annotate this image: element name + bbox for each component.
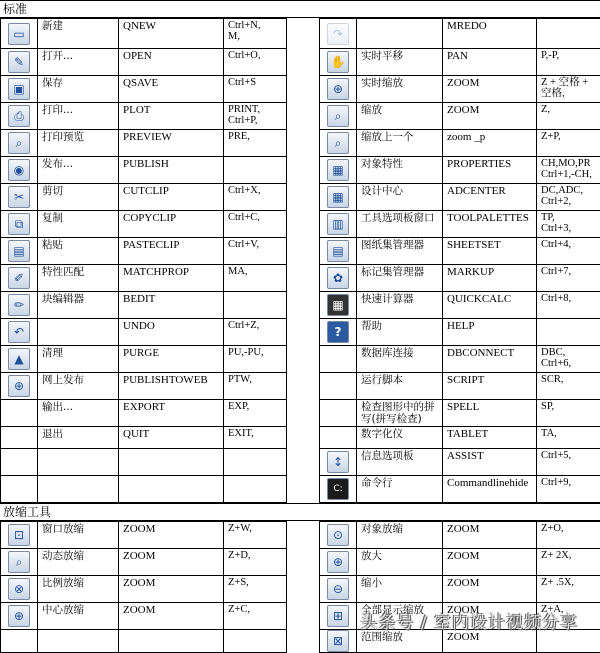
shortcut-key [537, 630, 600, 653]
column-gap [287, 76, 320, 103]
command-name: 缩放上一个 [357, 130, 443, 157]
command-name: 退出 [38, 427, 119, 449]
column-gap [287, 576, 320, 603]
command-keyword: PURGE [119, 346, 224, 373]
shortcut-key: Z+W, [224, 522, 287, 549]
column-gap [287, 449, 320, 476]
standard-table [0, 18, 600, 503]
table-row [1, 576, 600, 603]
table-row [1, 549, 600, 576]
command-name: 打印... [38, 103, 119, 130]
command-name: 发布... [38, 157, 119, 184]
shortcut-key: Z+O, [537, 522, 600, 549]
command-keyword: TABLET [443, 427, 537, 449]
table-row [1, 449, 600, 476]
shortcut-key: Z+ .5X, [537, 576, 600, 603]
command-keyword [119, 449, 224, 476]
zoom-realtime-icon[interactable]: ⊕ [327, 78, 349, 100]
command-name: 检查图形中的拼 写(拼写检查) [357, 400, 443, 427]
shortcut-key: SCR, [537, 373, 600, 400]
command-name [38, 630, 119, 653]
command-keyword: ZOOM [443, 549, 537, 576]
command-keyword: ZOOM [119, 576, 224, 603]
command-name: 打印预览 [38, 130, 119, 157]
command-name: 打开... [38, 49, 119, 76]
command-name: 窗口放缩 [38, 522, 119, 549]
column-gap [287, 373, 320, 400]
shortcut-key: PRE, [224, 130, 287, 157]
save-disk-icon[interactable]: ▣ [8, 78, 30, 100]
shortcut-key [224, 292, 287, 319]
table-row [1, 157, 600, 184]
command-keyword: DBCONNECT [443, 346, 537, 373]
command-name: 命令行 [357, 476, 443, 503]
command-keyword: ZOOM [443, 630, 537, 653]
zoom-previous-icon[interactable]: ⌕ [327, 132, 349, 154]
command-keyword: CUTCLIP [119, 184, 224, 211]
zoom-all-icon[interactable]: ⊞ [327, 605, 349, 627]
shortcut-key [224, 157, 287, 184]
command-keyword: SHEETSET [443, 238, 537, 265]
watermark-text: 头条号 / 室内设计视频分享 [360, 608, 578, 633]
command-name: 网上发布 [38, 373, 119, 400]
table-row [1, 522, 600, 549]
command-keyword: COPYCLIP [119, 211, 224, 238]
command-keyword: PREVIEW [119, 130, 224, 157]
purge-broom-icon[interactable]: ▲ [8, 348, 30, 370]
column-gap [287, 103, 320, 130]
table-row [1, 630, 600, 653]
column-gap [287, 157, 320, 184]
shortcut-key: Ctrl+Z, [224, 319, 287, 346]
printer-icon[interactable]: ⎙ [8, 105, 30, 127]
shortcut-key: CH,MO,PR Ctrl+1,-CH, [537, 157, 600, 184]
table-row [1, 238, 600, 265]
shortcut-key: Z+D, [224, 549, 287, 576]
column-gap [287, 319, 320, 346]
command-name: 设计中心 [357, 184, 443, 211]
shortcut-key: Ctrl+8, [537, 292, 600, 319]
column-gap [287, 130, 320, 157]
command-keyword: OPEN [119, 49, 224, 76]
sheet-set-icon[interactable]: ▤ [327, 240, 349, 262]
command-name [38, 476, 119, 503]
shortcut-key: Z+P, [537, 130, 600, 157]
command-keyword: QNEW [119, 19, 224, 49]
command-keyword: ZOOM [443, 603, 537, 630]
command-name: 数字化仪 [357, 427, 443, 449]
properties-icon[interactable]: ▦ [327, 159, 349, 181]
command-name: 帮助 [357, 319, 443, 346]
column-gap [287, 603, 320, 630]
shortcut-key: Z+A, [537, 603, 600, 630]
column-gap [287, 238, 320, 265]
command-keyword: PASTECLIP [119, 238, 224, 265]
tool-palettes-icon[interactable]: ▥ [327, 213, 349, 235]
command-name: 动态放缩 [38, 549, 119, 576]
command-line-icon[interactable]: C: [327, 478, 349, 500]
shortcut-key: SP, [537, 400, 600, 427]
zoom-icon[interactable]: ⌕ [327, 105, 349, 127]
command-name: 运行脚本 [357, 373, 443, 400]
table-row [1, 319, 600, 346]
command-name: 特性匹配 [38, 265, 119, 292]
zoom-dynamic-icon[interactable]: ⌕ [8, 551, 30, 573]
command-name: 数据库连接 [357, 346, 443, 373]
command-name: 块编辑器 [38, 292, 119, 319]
shortcut-key: DBC, Ctrl+6, [537, 346, 600, 373]
paste-icon[interactable]: ▤ [8, 240, 30, 262]
calculator-icon[interactable]: ▦ [327, 294, 349, 316]
command-name: 工具选项板窗口 [357, 211, 443, 238]
zoom-scale-icon[interactable]: ⊗ [8, 578, 30, 600]
column-gap [287, 211, 320, 238]
command-name: 图纸集管理器 [357, 238, 443, 265]
command-name [38, 319, 119, 346]
shortcut-key: Z+S, [224, 576, 287, 603]
shortcut-key: Z+C, [224, 603, 287, 630]
shortcut-key: PTW, [224, 373, 287, 400]
shortcut-key [224, 630, 287, 653]
block-editor-icon[interactable]: ✏ [8, 294, 30, 316]
command-keyword: PROPERTIES [443, 157, 537, 184]
command-keyword: QSAVE [119, 76, 224, 103]
command-keyword: PUBLISH [119, 157, 224, 184]
command-name: 缩放 [357, 103, 443, 130]
redo-icon[interactable]: ↷ [327, 23, 349, 45]
command-keyword: ASSIST [443, 449, 537, 476]
command-name: 快速计算器 [357, 292, 443, 319]
shortcut-key: Ctrl+4, [537, 238, 600, 265]
command-keyword: HELP [443, 319, 537, 346]
command-name: 实时平移 [357, 49, 443, 76]
table-row [1, 76, 600, 103]
shortcut-key: Z + 空格 + 空格, [537, 76, 600, 103]
zoom-tools-table [0, 521, 600, 653]
zoom-object-icon[interactable]: ⊙ [327, 524, 349, 546]
command-keyword: MARKUP [443, 265, 537, 292]
new-file-icon[interactable]: ▭ [8, 23, 30, 45]
command-name: 信息选项板 [357, 449, 443, 476]
shortcut-key: Ctrl+7, [537, 265, 600, 292]
command-keyword: EXPORT [119, 400, 224, 427]
shortcut-key [224, 449, 287, 476]
table-row [1, 603, 600, 630]
copy-icon[interactable]: ⧉ [8, 213, 30, 235]
zoom-center-icon[interactable]: ⊕ [8, 605, 30, 627]
table-row [1, 265, 600, 292]
column-gap [287, 292, 320, 319]
shortcut-key: Ctrl+5, [537, 449, 600, 476]
command-name: 实时缩放 [357, 76, 443, 103]
table-row [1, 427, 600, 449]
table-row [1, 346, 600, 373]
table-row [1, 19, 600, 49]
command-keyword: PLOT [119, 103, 224, 130]
section-title-zoom-tools: 放缩工具 [0, 503, 600, 521]
command-keyword: MATCHPROP [119, 265, 224, 292]
info-palette-icon[interactable]: ↕ [327, 451, 349, 473]
column-gap [287, 49, 320, 76]
command-keyword: SPELL [443, 400, 537, 427]
shortcut-key: Ctrl+X, [224, 184, 287, 211]
pan-hand-icon[interactable]: ✋ [327, 51, 349, 73]
shortcut-key [224, 476, 287, 503]
command-keyword: MREDO [443, 19, 537, 49]
command-name: 标记集管理器 [357, 265, 443, 292]
shortcut-key: EXP, [224, 400, 287, 427]
table-row [1, 130, 600, 157]
markup-icon[interactable]: ✿ [327, 267, 349, 289]
help-icon[interactable]: ? [327, 321, 349, 343]
print-preview-icon[interactable]: ⌕ [8, 132, 30, 154]
zoom-out-icon[interactable]: ⊖ [327, 578, 349, 600]
shortcut-key: PRINT, Ctrl+P, [224, 103, 287, 130]
column-gap [287, 630, 320, 653]
command-keyword: ZOOM [443, 103, 537, 130]
shortcut-key: Ctrl+S [224, 76, 287, 103]
command-name: 对象放缩 [357, 522, 443, 549]
shortcut-key: DC,ADC, Ctrl+2, [537, 184, 600, 211]
cut-scissors-icon[interactable]: ✂ [8, 186, 30, 208]
shortcut-key: Z+ 2X, [537, 549, 600, 576]
column-gap [287, 476, 320, 503]
command-keyword: ZOOM [119, 522, 224, 549]
command-keyword: ZOOM [443, 576, 537, 603]
match-prop-brush-icon[interactable]: ✐ [8, 267, 30, 289]
command-name: 粘贴 [38, 238, 119, 265]
command-name: 比例放缩 [38, 576, 119, 603]
zoom-in-icon[interactable]: ⊕ [327, 551, 349, 573]
table-row [1, 184, 600, 211]
shortcut-key [537, 319, 600, 346]
command-name: 对象特性 [357, 157, 443, 184]
command-name: 新建 [38, 19, 119, 49]
command-name: 放大 [357, 549, 443, 576]
command-keyword: BEDIT [119, 292, 224, 319]
table-row [1, 103, 600, 130]
command-name: 保存 [38, 76, 119, 103]
shortcut-key: P,-P, [537, 49, 600, 76]
section-title-standard: 标准 [0, 0, 600, 18]
shortcut-key: Z, [537, 103, 600, 130]
undo-icon[interactable]: ↶ [8, 321, 30, 343]
table-row [1, 373, 600, 400]
column-gap [287, 522, 320, 549]
command-keyword: TOOLPALETTES [443, 211, 537, 238]
column-gap [287, 427, 320, 449]
command-name: 缩小 [357, 576, 443, 603]
command-keyword: SCRIPT [443, 373, 537, 400]
shortcut-key: Ctrl+C, [224, 211, 287, 238]
command-keyword: ZOOM [119, 603, 224, 630]
shortcut-key: PU,-PU, [224, 346, 287, 373]
column-gap [287, 346, 320, 373]
shortcut-key: TA, [537, 427, 600, 449]
command-keyword: ZOOM [443, 522, 537, 549]
command-keyword: PUBLISHTOWEB [119, 373, 224, 400]
publish-icon[interactable]: ◉ [8, 159, 30, 181]
shortcut-key: Ctrl+9, [537, 476, 600, 503]
shortcut-key: TP, Ctrl+3, [537, 211, 600, 238]
command-keyword: ADCENTER [443, 184, 537, 211]
shortcut-key [537, 19, 600, 49]
table-row [1, 211, 600, 238]
command-keyword: zoom _p [443, 130, 537, 157]
command-keyword: UNDO [119, 319, 224, 346]
column-gap [287, 19, 320, 49]
table-row [1, 292, 600, 319]
command-name: 复制 [38, 211, 119, 238]
shortcut-key: Ctrl+V, [224, 238, 287, 265]
command-name [38, 449, 119, 476]
command-keyword: Commandlinehide [443, 476, 537, 503]
command-name [357, 19, 443, 49]
column-gap [287, 265, 320, 292]
command-name: 剪切 [38, 184, 119, 211]
zoom-extents-icon[interactable]: ⊠ [327, 630, 349, 652]
shortcut-key: EXIT, [224, 427, 287, 449]
command-name: 输出... [38, 400, 119, 427]
command-name: 中心放缩 [38, 603, 119, 630]
web-publish-icon[interactable]: ⊕ [8, 375, 30, 397]
command-name: 清理 [38, 346, 119, 373]
zoom-window-icon[interactable]: ⊡ [8, 524, 30, 546]
table-row [1, 400, 600, 427]
shortcut-key: Ctrl+N, M, [224, 19, 287, 49]
command-keyword: ZOOM [443, 76, 537, 103]
command-keyword [119, 476, 224, 503]
open-folder-icon[interactable]: ✎ [8, 51, 30, 73]
table-row [1, 476, 600, 503]
column-gap [287, 549, 320, 576]
design-center-icon[interactable]: ▦ [327, 186, 349, 208]
column-gap [287, 184, 320, 211]
command-name: 全部显示缩放 [357, 603, 443, 630]
command-keyword [119, 630, 224, 653]
command-keyword: QUIT [119, 427, 224, 449]
shortcut-key: Ctrl+O, [224, 49, 287, 76]
shortcut-key: MA, [224, 265, 287, 292]
command-keyword: PAN [443, 49, 537, 76]
table-row [1, 49, 600, 76]
column-gap [287, 400, 320, 427]
command-keyword: ZOOM [119, 549, 224, 576]
command-name: 范围缩放 [357, 630, 443, 653]
command-keyword: QUICKCALC [443, 292, 537, 319]
